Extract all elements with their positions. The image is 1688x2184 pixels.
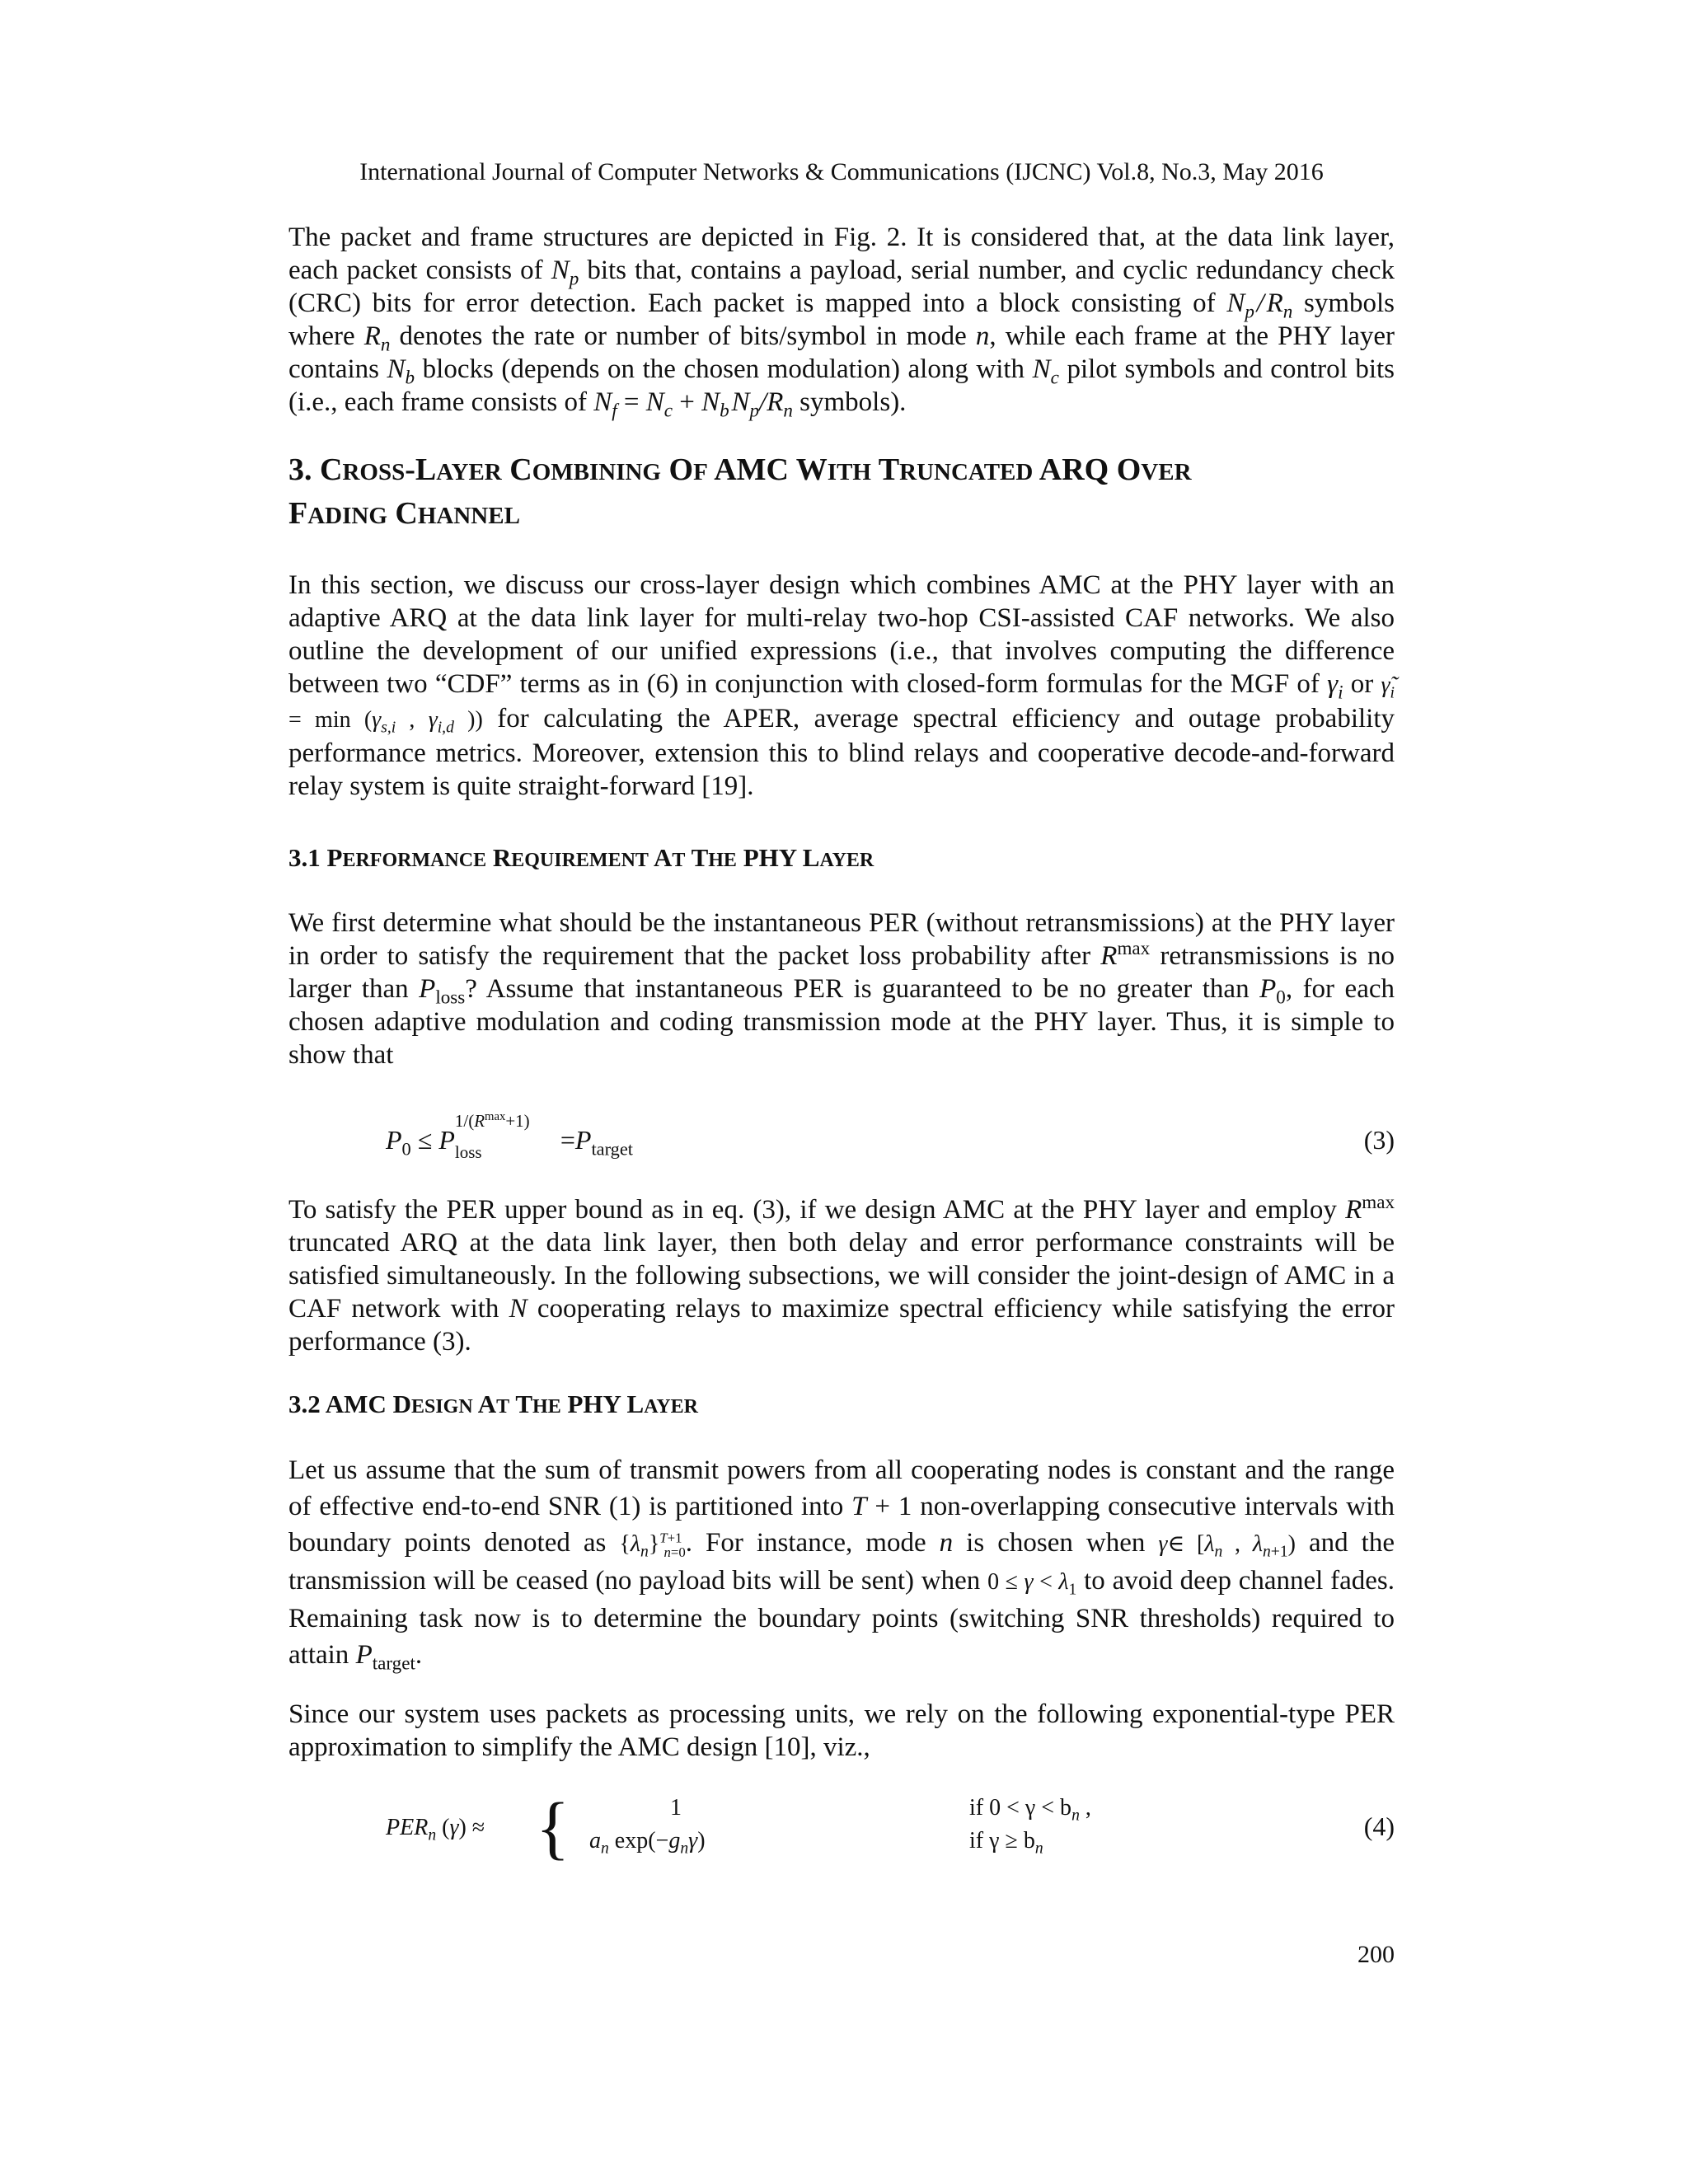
- paragraph-packet-structure: The packet and frame structures are depicted in Fig. 2. It is considered that, at the data link layer, each packet consists of $N_p$ bits that, contains a payload, serial number, and cyclic redundancy check (CRC) bits for error detection. Each packet is mapped into a block consisting of $N_p$ / $R_n$ symbols where $R_n$ denotes the rate or number of bits/symbol in mode n, while each frame at the PHY layer contains $N_b$ blocks (depends on the chosen modulation) along with $N_c$ pilot symbols and control bits (i.e., each frame consists of $N_f = N_c + N_b$ $N_p/R_n$ symbols).: [288, 223, 1395, 421]
- section-heading-3: 3. CROSS-LAYER COMBINING OF AMC WITH TRUNCATED ARQ OVER FADING CHANNEL: [288, 452, 1192, 531]
- paragraph-amc-design: Let us assume that the sum of transmit powers from all cooperating nodes is constant and the range of effective end-to-end SNR (1) is partitioned into T + 1 non-overlapping consecutive intervals with boundary points denoted as $\{\lambda_n\}^{T+1}_{n=0}$. For instance, mode n is chosen when γ∈ [$\lambda_n$ , $\lambda_{n+1}$) and the transmission will be ceased (no payload bits will be sent) when $0 \le \gamma < \lambda_1$ to avoid deep channel fades. Remaining task now is to determine the boundary points (switching SNR thresholds) required to attain $P_{target}$.: [288, 1455, 1395, 1674]
- equation-4-case2-condition: if $\gamma \ge b_n$: [969, 1828, 1043, 1858]
- equation-4-brace: {: [536, 1788, 570, 1867]
- running-head: International Journal of Computer Networks & Communications (IJCNC) Vol.8, No.3, May 2016: [359, 158, 1324, 185]
- subsection-heading-3-1: 3.1 PERFORMANCE REQUIREMENT AT THE PHY LAYER: [288, 843, 874, 872]
- subsection-heading-3-2: 3.2 AMC DESIGN AT THE PHY LAYER: [288, 1390, 699, 1418]
- paragraph-per-requirement: We first determine what should be the instantaneous PER (without retransmissions) at the PHY layer in order to satisfy the requirement that the packet loss probability after $R^{max}$ retransmissions is no larger than $P_{loss}$? Assume that instantaneous PER is guaranteed to be no greater than $P_0$, for each chosen adaptive modulation and coding transmission mode at the PHY layer. Thus, it is simple to show that: [288, 908, 1395, 1070]
- equation-4-number: (4): [1363, 1811, 1395, 1841]
- equation-4-case2-value: $a_n$ $\exp(-g_n\gamma)$: [589, 1828, 706, 1858]
- equation-4-case1-condition: if $0 < \gamma < b_n$ ,: [969, 1795, 1091, 1825]
- paragraph-satisfy-bound: To satisfy the PER upper bound as in eq. (3), if we design AMC at the PHY layer and employ $R^{max}$ truncated ARQ at the data link layer, then both delay and error performance constraints will be satisfied simultaneously. In the following subsections, we will consider the joint-design of AMC in a CAF network with N cooperating relays to maximize spectral efficiency while satisfying the error performance (3).: [288, 1191, 1395, 1357]
- equation-3: [288, 1109, 1395, 1166]
- equation-4-case1-value: 1: [670, 1795, 682, 1821]
- paper-page: [288, 0, 1395, 2184]
- paragraph-section-intro: In this section, we discuss our cross-layer design which combines AMC at the PHY layer with an adaptive ARQ at the data link layer for multi-relay two-hop CSI-assisted CAF networks. We also outline the development of our unified expressions (i.e., that involves computing the difference between two “CDF” terms as in (6) in conjunction with closed-form formulas for the MGF of $\gamma_i$ or $\gammã_i = \min (\gamma_{s,i}$ , $\gamma_{i,d}$ )) for calculating the APER, average spectral efficiency and outage probability performance metrics. Moreover, extension this to blind relays and cooperative decode-and-forward relay system is quite straight-forward [19].: [288, 570, 1395, 801]
- equation-3-number: (3): [1363, 1125, 1395, 1155]
- page-number: 200: [1357, 1941, 1395, 1968]
- equation-4: [288, 1788, 1395, 1869]
- equation-4-lhs: $PER_n$ (γ) ≈: [386, 1815, 485, 1844]
- equation-3-body: $P_0 \le P$ $1/(R^{max}+1)$ loss $=P_{target}$: [386, 1109, 634, 1162]
- paragraph-per-approximation: Since our system uses packets as processing units, we rely on the following exponential-type PER approximation to simplify the AMC design [10], viz.,: [288, 1699, 1395, 1762]
